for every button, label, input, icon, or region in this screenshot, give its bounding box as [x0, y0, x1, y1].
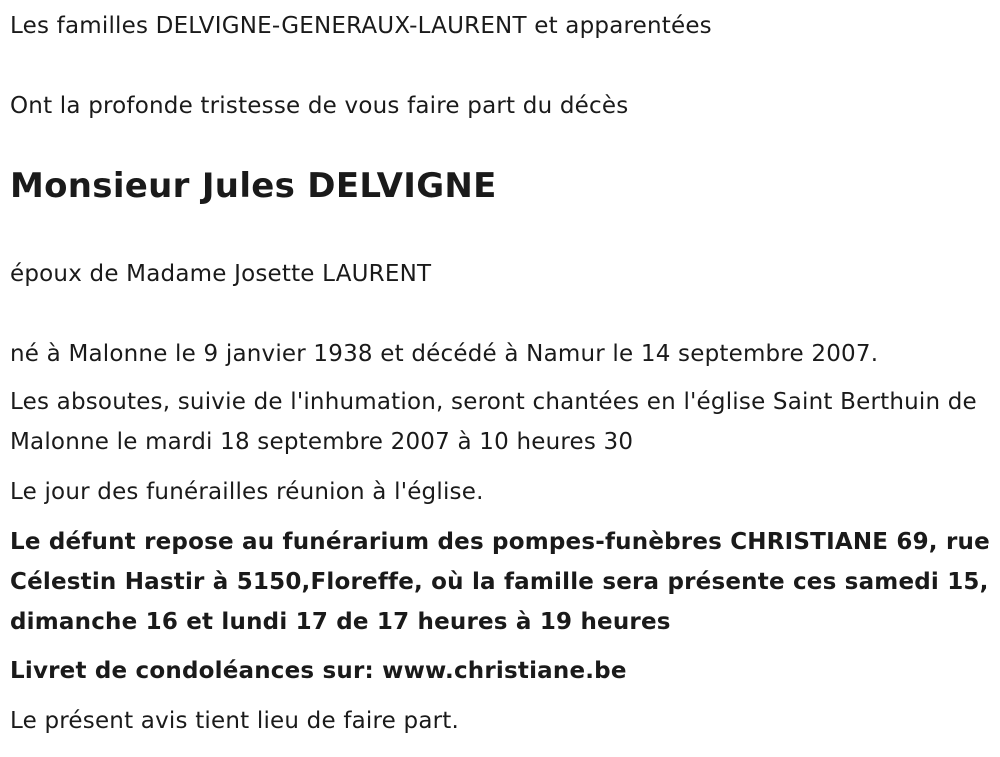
- ceremony-paragraph: Les absoutes, suivie de l'inhumation, seront chantées en l'église Saint Berthuin de Malonne le mardi 18 septembre 2007 à 10 heures 30: [10, 389, 977, 455]
- condolences-line: Livret de condoléances sur: www.christiane.be: [10, 658, 627, 684]
- spouse-line: époux de Madame Josette LAURENT: [10, 261, 432, 287]
- funeral-home-paragraph: Le défunt repose au funérarium des pompes-funèbres CHRISTIANE 69, rue Célestin Hastir à 5150,Floreffe, où la famille sera présente ces samedi 15, dimanche 16 et lundi 17 de 17 heures à 19 heures: [10, 529, 990, 635]
- deceased-name: Monsieur Jules DELVIGNE: [10, 166, 497, 206]
- closing-line: Le présent avis tient lieu de faire part.: [10, 708, 460, 734]
- reunion-line: Le jour des funérailles réunion à l'église.: [10, 479, 484, 505]
- birth-death-line: né à Malonne le 9 janvier 1938 et décédé à Namur le 14 septembre 2007.: [10, 341, 879, 367]
- announcement-line: Ont la profonde tristesse de vous faire part du décès: [10, 93, 629, 119]
- families-line: Les familles DELVIGNE-GENERAUX-LAURENT et apparentées: [10, 13, 712, 39]
